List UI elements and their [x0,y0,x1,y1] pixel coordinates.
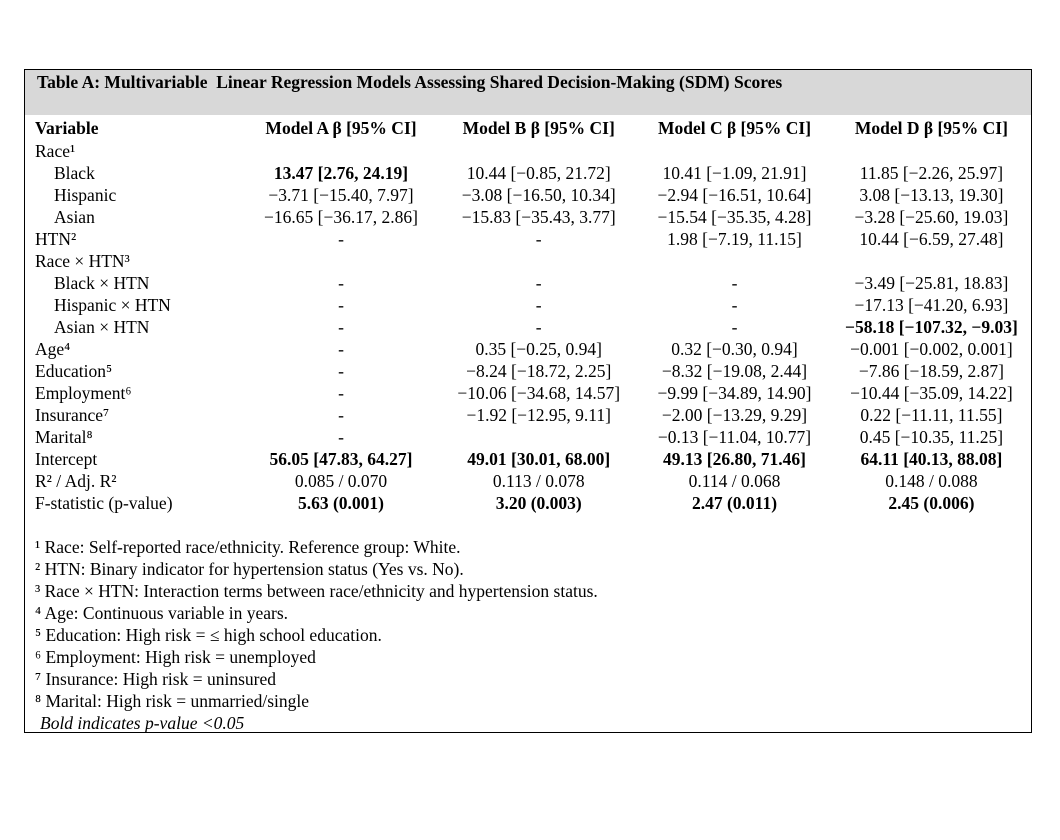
cell-model-c: - [731,295,738,315]
footnote-htn: ² HTN: Binary indicator for hypertension status (Yes vs. No). [35,559,464,579]
table-title-bar [25,70,1031,115]
cell-model-c: - [731,317,738,337]
footnote-employment: ⁶ Employment: High risk = unemployed [35,647,316,667]
row-label: Asian × HTN [54,317,150,337]
cell-model-b [440,140,637,162]
row-label: F-statistic (p-value) [35,493,173,513]
table-row [35,250,1031,272]
table-row [35,448,1031,470]
cell-model-a: - [338,339,344,359]
table-row [35,382,1031,404]
cell-model-c [637,250,832,272]
cell-model-b: −1.92 [−12.95, 9.11] [466,405,611,425]
cell-model-b: - [535,317,542,337]
cell-model-d: 11.85 [−2.26, 25.97] [859,163,1004,183]
cell-model-c: −8.32 [−19.08, 2.44] [661,361,808,381]
cell-model-b: 10.44 [−0.85, 21.72] [466,163,611,183]
cell-model-b [440,250,637,272]
row-label: HTN² [35,229,77,249]
cell-model-a: −3.71 [−15.40, 7.97] [268,185,414,205]
cell-model-c: - [731,273,738,293]
table-row [35,228,1031,250]
cell-model-a: 13.47 [2.76, 24.19] [273,163,409,183]
header-model-c: Model C β [95% CI] [657,118,812,138]
cell-model-a: −16.65 [−36.17, 2.86] [264,207,418,227]
footnote-age: ⁴ Age: Continuous variable in years. [35,603,288,623]
cell-model-b: 0.35 [−0.25, 0.94] [475,339,602,359]
table-header-row [35,116,1031,140]
header-model-b: Model B β [95% CI] [462,118,615,138]
cell-model-d: −58.18 [−107.32, −9.03] [845,317,1018,337]
table-row [35,360,1031,382]
cell-model-c: −2.94 [−16.51, 10.64] [657,185,812,205]
cell-model-c: 1.98 [−7.19, 11.15] [667,229,802,249]
cell-model-b [440,426,637,448]
cell-model-d: 0.22 [−11.11, 11.55] [860,405,1003,425]
cell-model-a: 56.05 [47.83, 64.27] [269,449,413,469]
cell-model-d [832,140,1031,162]
cell-model-a [242,250,441,272]
cell-model-a: 5.63 (0.001) [297,493,385,513]
regression-table-panel [24,69,1032,733]
table-row [35,316,1031,338]
cell-model-a: - [338,427,344,447]
cell-model-b: 49.01 [30.01, 68.00] [467,449,611,469]
table-title: Table A: Multivariable Linear Regression Models Assessing Shared Decision-Making (SDM) Scores [37,72,783,92]
row-label: Hispanic [54,185,117,205]
table-row [35,294,1031,316]
table-row [35,184,1031,206]
table-row [35,162,1031,184]
row-label: Employment⁶ [35,383,132,403]
cell-model-b: −15.83 [−35.43, 3.77] [461,207,616,227]
footnote-race-htn: ³ Race × HTN: Interaction terms between race/ethnicity and hypertension status. [35,581,598,601]
cell-model-c: 2.47 (0.011) [691,493,778,513]
cell-model-d: 3.08 [−13.13, 19.30] [859,185,1004,205]
header-model-a: Model A β [95% CI] [265,118,417,138]
cell-model-c: −15.54 [−35.35, 4.28] [657,207,812,227]
cell-model-d: −17.13 [−41.20, 6.93] [854,295,1009,315]
cell-model-c: 0.32 [−0.30, 0.94] [671,339,798,359]
cell-model-d: −3.28 [−25.60, 19.03] [854,207,1009,227]
cell-model-a: - [338,361,344,381]
cell-model-c: −0.13 [−11.04, 10.77] [657,427,812,447]
cell-model-c: 49.13 [26.80, 71.46] [663,449,806,469]
regression-table [35,116,1031,514]
cell-model-d: −10.44 [−35.09, 14.22] [850,383,1013,403]
cell-model-d: 64.11 [40.13, 88.08] [860,449,1003,469]
row-label: Marital⁸ [35,427,93,447]
footnote-race: ¹ Race: Self-reported race/ethnicity. Reference group: White. [35,537,461,557]
table-row [35,272,1031,294]
table-row [35,338,1031,360]
table-row [35,470,1031,492]
table-row [35,426,1031,448]
cell-model-a: - [338,317,344,337]
cell-model-a: - [338,229,344,249]
cell-model-c: −2.00 [−13.29, 9.29] [661,405,808,425]
table-row [35,140,1031,162]
cell-model-c: 10.41 [−1.09, 21.91] [662,163,807,183]
footnote-insurance: ⁷ Insurance: High risk = uninsured [35,669,276,689]
row-label: Education⁵ [35,361,113,381]
row-label: Age⁴ [35,339,71,359]
row-label: Hispanic × HTN [54,295,171,315]
row-label: Asian [54,207,95,227]
cell-model-d: 0.148 / 0.088 [885,471,978,491]
cell-model-d: 10.44 [−6.59, 27.48] [859,229,1004,249]
header-model-d: Model D β [95% CI] [854,118,1008,138]
cell-model-d: −0.001 [−0.002, 0.001] [850,339,1013,359]
table-row [35,206,1031,228]
header-variable: Variable [35,118,99,138]
cell-model-b: - [535,295,542,315]
cell-model-a: - [338,383,344,403]
cell-model-b: - [535,273,542,293]
row-label: Race × HTN³ [35,251,130,271]
cell-model-b: 0.113 / 0.078 [492,471,585,491]
cell-model-a: - [338,295,344,315]
table-footnotes [35,536,598,734]
cell-model-a: 0.085 / 0.070 [294,471,388,491]
cell-model-a [242,140,441,162]
row-label: Intercept [35,449,98,469]
cell-model-a: - [338,405,344,425]
row-label: R² / Adj. R² [35,471,117,491]
cell-model-a: - [338,273,344,293]
cell-model-b: −10.06 [−34.68, 14.57] [457,383,621,403]
row-label: Race¹ [35,141,76,161]
table-row [35,492,1031,514]
footnote-marital: ⁸ Marital: High risk = unmarried/single [35,691,310,711]
cell-model-c: 0.114 / 0.068 [688,471,781,491]
cell-model-d: −3.49 [−25.81, 18.83] [854,273,1009,293]
footnote-education: ⁵ Education: High risk = ≤ high school education. [35,625,382,645]
cell-model-b: 3.20 (0.003) [495,493,582,513]
row-label: Black × HTN [54,273,150,293]
row-label: Insurance⁷ [35,405,110,425]
cell-model-c: −9.99 [−34.89, 14.90] [657,383,812,403]
cell-model-c [637,140,832,162]
cell-model-d: 2.45 (0.006) [888,493,975,513]
bold-significance-note: Bold indicates p-value <0.05 [40,713,245,733]
table-row [35,404,1031,426]
cell-model-d [832,250,1031,272]
cell-model-b: −8.24 [−18.72, 2.25] [466,361,612,381]
row-label: Black [54,163,95,183]
cell-model-d: 0.45 [−10.35, 11.25] [859,427,1004,447]
cell-model-b: - [535,229,542,249]
cell-model-b: −3.08 [−16.50, 10.34] [461,185,616,205]
cell-model-d: −7.86 [−18.59, 2.87] [858,361,1004,381]
